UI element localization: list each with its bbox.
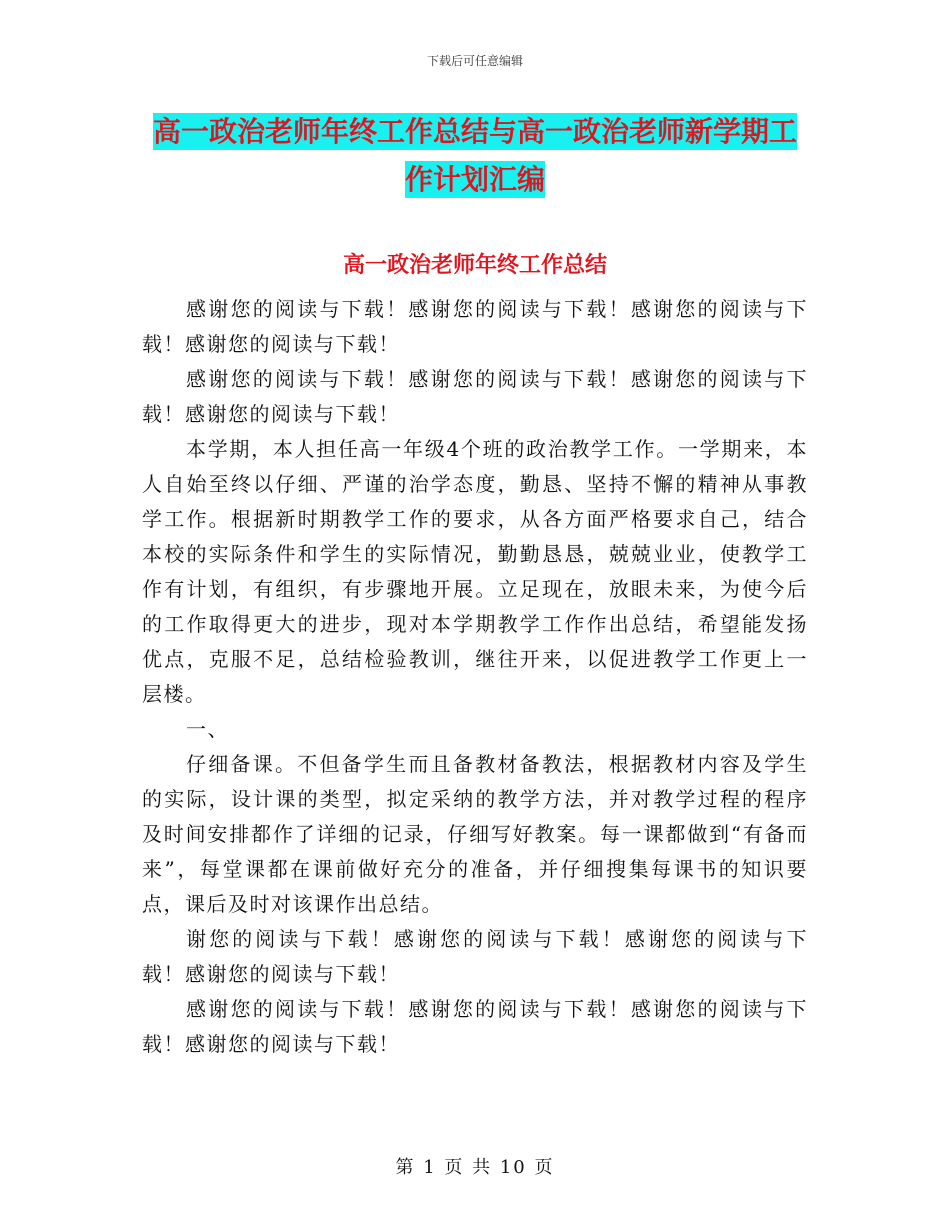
paragraph: 一、 bbox=[186, 717, 229, 741]
paragraph: 谢您的阅读与下载！感谢您的阅读与下载！感谢您的阅读与下载！感谢您的阅读与下载！ bbox=[142, 927, 808, 986]
paragraph: 仔细备课。不但备学生而且备教材备教法，根据教材内容及学生的实际，设计课的类型，拟定采纳的教学方法，并对教学过程的程序及时间安排都作了详细的记录，仔细写好教案。每一课都做到“有备而来”，每堂课都在课前做好充分的准备，并仔细搜集每课书的知识要点，课后及时对该课作出总结。 bbox=[142, 752, 808, 916]
document-title-line-1: 高一政治老师年终工作总结与高一政治老师新学期工 bbox=[152, 115, 797, 148]
header-note: 下载后可任意编辑 bbox=[426, 54, 523, 68]
paragraph: 感谢您的阅读与下载！感谢您的阅读与下载！感谢您的阅读与下载！感谢您的阅读与下载！ bbox=[142, 367, 808, 426]
page-number-footer: 第 1 页 共 10 页 bbox=[395, 1157, 555, 1178]
section-title: 高一政治老师年终工作总结 bbox=[342, 253, 607, 278]
paragraph: 感谢您的阅读与下载！感谢您的阅读与下载！感谢您的阅读与下载！感谢您的阅读与下载！ bbox=[142, 997, 808, 1056]
paragraph: 本学期，本人担任高一年级4个班的政治教学工作。一学期来，本人自始至终以仔细、严谨的治学态度，勤恳、坚持不懈的精神从事教学工作。根据新时期教学工作的要求，从各方面严格要求自己，结合本校的实际条件和学生的实际情况，勤勤恳恳，兢兢业业，使教学工作有计划，有组织，有步骤地开展。立足现在，放眼未来，为使今后的工作取得更大的进步，现对本学期教学工作作出总结，希望能发扬优点，克服不足，总结检验教训，继往开来，以促进教学工作更上一层楼。 bbox=[142, 437, 808, 706]
document-body bbox=[142, 292, 808, 1062]
paragraph: 感谢您的阅读与下载！感谢您的阅读与下载！感谢您的阅读与下载！感谢您的阅读与下载！ bbox=[142, 297, 808, 356]
document-title bbox=[0, 108, 950, 204]
document-title-line-2: 作计划汇编 bbox=[404, 163, 545, 196]
